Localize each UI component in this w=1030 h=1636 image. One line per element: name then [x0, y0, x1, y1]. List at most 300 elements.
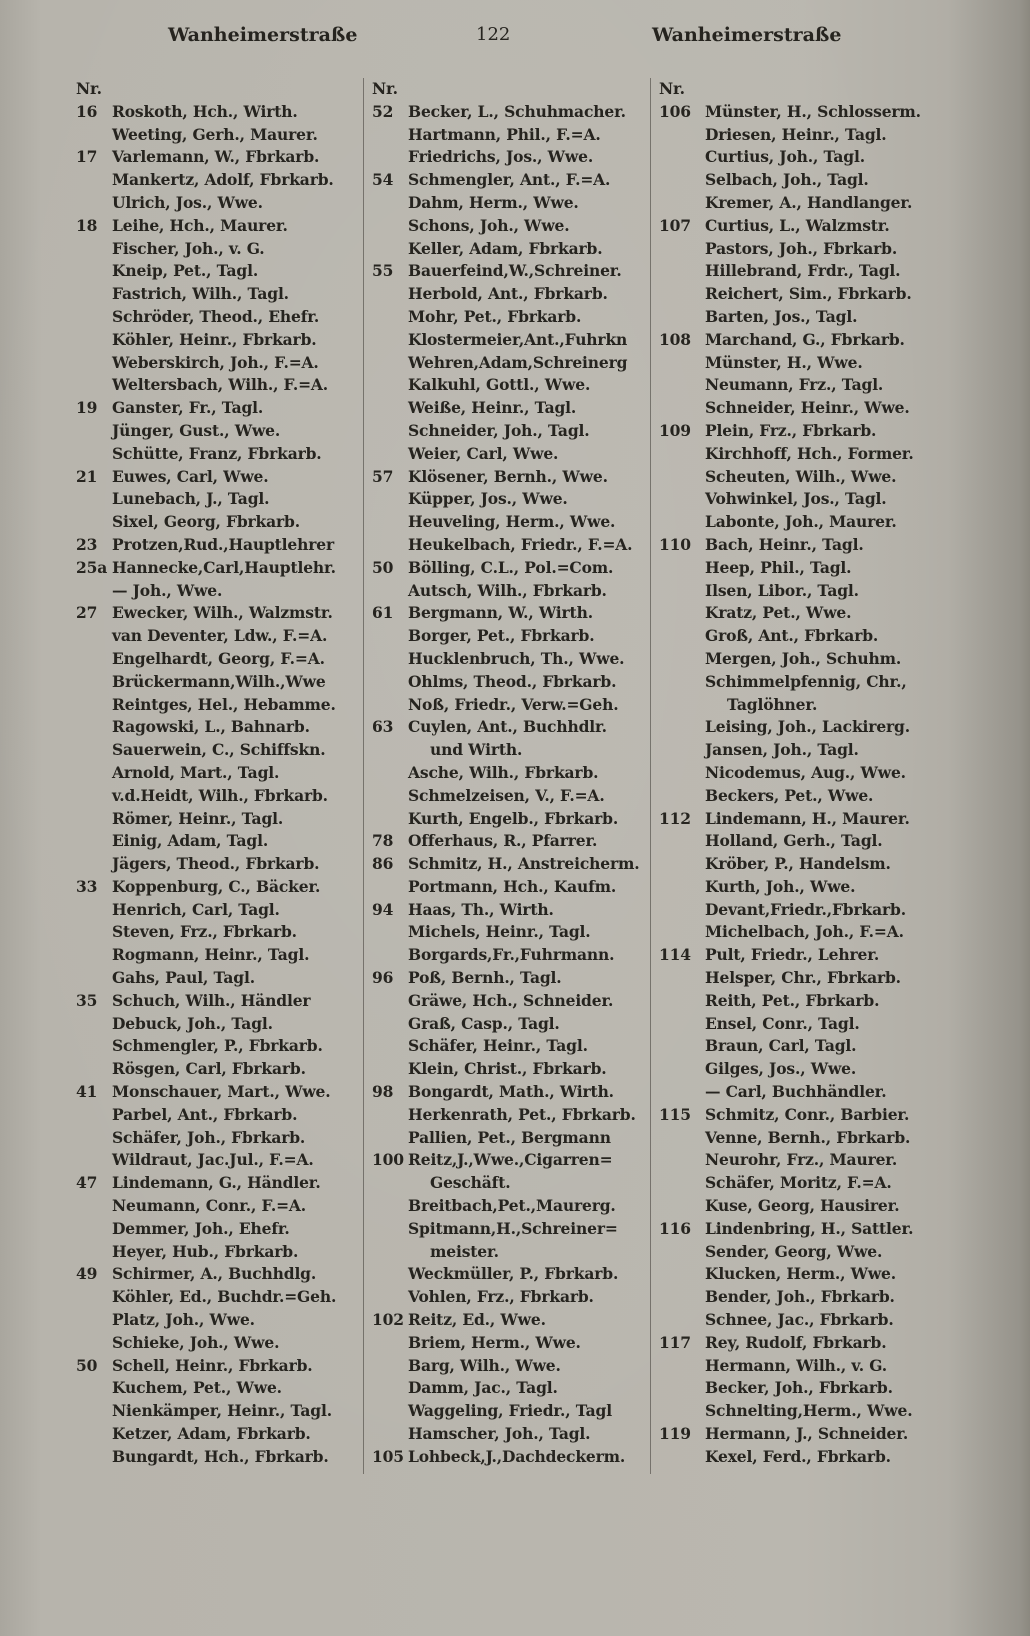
resident-line: Curtius, L., Walzmstr.: [705, 215, 890, 235]
resident-line: Herbold, Ant., Fbrkarb.: [408, 284, 608, 304]
resident-line: Hucklenbruch, Th., Wwe.: [408, 648, 625, 668]
house-entry: [76, 1263, 363, 1354]
resident-line: Cuylen, Ant., Buchhdlr.: [408, 717, 607, 737]
house-entry: [659, 1104, 945, 1218]
nr-column-label: Nr.: [372, 79, 398, 98]
resident-line-continuation: meister.: [430, 1241, 499, 1261]
house-entry: [76, 1172, 363, 1263]
resident-line: Schneider, Joh., Tagl.: [408, 420, 590, 440]
page-number: 122: [476, 24, 511, 45]
house-number: 117: [659, 1332, 691, 1352]
resident-line: Sixel, Georg, Fbrkarb.: [112, 512, 300, 532]
resident-line: Briem, Herm., Wwe.: [408, 1332, 581, 1352]
resident-line: van Deventer, Ldw., F.=A.: [112, 626, 328, 646]
resident-line: Driesen, Heinr., Tagl.: [705, 124, 887, 144]
resident-lines: [705, 1104, 945, 1218]
resident-line: Klucken, Herm., Wwe.: [705, 1264, 896, 1284]
resident-line: Demmer, Joh., Ehefr.: [112, 1218, 290, 1238]
house-entry: [659, 1332, 945, 1423]
house-entry: [372, 899, 650, 967]
resident-line: Asche, Wilh., Fbrkarb.: [408, 762, 599, 782]
house-entry: [372, 1446, 650, 1469]
house-number: 50: [76, 1355, 98, 1375]
resident-line: Leising, Joh., Lackirerg.: [705, 717, 910, 737]
resident-lines: [408, 1081, 650, 1149]
house-number: 54: [372, 170, 394, 190]
resident-line: Schäfer, Joh., Fbrkarb.: [112, 1127, 306, 1147]
resident-line: Klein, Christ., Fbrkarb.: [408, 1059, 607, 1079]
resident-line: Klösener, Bernh., Wwe.: [408, 466, 608, 486]
house-entry: [372, 853, 650, 899]
resident-lines: [408, 557, 650, 603]
resident-line: Pastors, Joh., Fbrkarb.: [705, 238, 898, 258]
resident-line: Rösgen, Carl, Fbrkarb.: [112, 1059, 306, 1079]
resident-line: Köhler, Heinr., Fbrkarb.: [112, 329, 317, 349]
resident-line: Engelhardt, Georg, F.=A.: [112, 648, 325, 668]
house-entry: [76, 1355, 363, 1469]
nr-column-label: Nr.: [659, 79, 685, 98]
resident-line: Einig, Adam, Tagl.: [112, 831, 269, 851]
street-header-right: Wanheimerstraße: [652, 24, 842, 46]
house-entry: [372, 260, 650, 465]
resident-lines: [112, 876, 363, 990]
house-entry: [372, 602, 650, 716]
resident-line: Münster, H., Wwe.: [705, 352, 863, 372]
resident-lines: [705, 1423, 945, 1469]
resident-line: Bongardt, Math., Wirth.: [408, 1082, 614, 1102]
resident-line: Waggeling, Friedr., Tagl: [408, 1401, 612, 1421]
resident-line: Lindenbring, H., Sattler.: [705, 1218, 914, 1238]
house-number: 23: [76, 534, 98, 554]
resident-line: Bergmann, W., Wirth.: [408, 603, 593, 623]
house-entry: [76, 876, 363, 990]
resident-line: Hillebrand, Frdr., Tagl.: [705, 261, 901, 281]
resident-line: Michels, Heinr., Tagl.: [408, 922, 591, 942]
house-number: 96: [372, 968, 394, 988]
resident-line: Haas, Th., Wirth.: [408, 899, 554, 919]
house-number: 86: [372, 854, 394, 874]
house-number: 50: [372, 557, 394, 577]
street-header-left: Wanheimerstraße: [168, 24, 358, 46]
house-number: 17: [76, 147, 98, 167]
resident-line: Ilsen, Libor., Tagl.: [705, 580, 859, 600]
resident-line: Becker, L., Schuhmacher.: [408, 101, 626, 121]
house-entry: [659, 420, 945, 534]
resident-line: Holland, Gerh., Tagl.: [705, 831, 883, 851]
resident-line: Wehren,Adam,Schreinerg: [408, 352, 628, 372]
resident-line: Poß, Bernh., Tagl.: [408, 968, 562, 988]
house-number: 25a: [76, 557, 108, 577]
resident-line: Ewecker, Wilh., Walzmstr.: [112, 603, 333, 623]
house-number: 19: [76, 398, 98, 418]
resident-line: Friedrichs, Jos., Wwe.: [408, 147, 594, 167]
resident-line: Venne, Bernh., Fbrkarb.: [705, 1127, 911, 1147]
resident-lines: [705, 101, 945, 215]
resident-lines: [705, 808, 945, 945]
resident-line: Schütte, Franz, Fbrkarb.: [112, 443, 322, 463]
house-number: 109: [659, 420, 691, 440]
resident-line: Nienkämper, Heinr., Tagl.: [112, 1401, 332, 1421]
house-number: 33: [76, 876, 98, 896]
resident-line: Offerhaus, R., Pfarrer.: [408, 831, 598, 851]
resident-line: Fastrich, Wilh., Tagl.: [112, 284, 289, 304]
resident-line: Schimmelpfennig, Chr.,: [705, 671, 907, 691]
house-entry: [76, 534, 363, 557]
resident-line: Schell, Heinr., Fbrkarb.: [112, 1355, 313, 1375]
resident-line: Jünger, Gust., Wwe.: [112, 420, 281, 440]
resident-line: Köhler, Ed., Buchdr.=Geh.: [112, 1287, 337, 1307]
resident-line: Becker, Joh., Fbrkarb.: [705, 1378, 893, 1398]
resident-line: Sauerwein, C., Schiffskn.: [112, 740, 326, 760]
resident-line: Keller, Adam, Fbrkarb.: [408, 238, 603, 258]
house-entry: [76, 557, 363, 603]
house-number: 55: [372, 261, 394, 281]
resident-line: Scheuten, Wilh., Wwe.: [705, 466, 897, 486]
house-entry: [659, 1423, 945, 1469]
house-entry: [76, 1081, 363, 1172]
resident-line: Weiße, Heinr., Tagl.: [408, 398, 577, 418]
resident-line: Lindemann, G., Händler.: [112, 1173, 321, 1193]
resident-line: Heep, Phil., Tagl.: [705, 557, 852, 577]
resident-lines: [408, 716, 650, 830]
resident-line: Borger, Pet., Fbrkarb.: [408, 626, 595, 646]
resident-lines: [112, 397, 363, 465]
resident-line: Noß, Friedr., Verw.=Geh.: [408, 694, 619, 714]
resident-line: Schmengler, Ant., F.=A.: [408, 170, 611, 190]
resident-line: Vohwinkel, Jos., Tagl.: [705, 489, 887, 509]
resident-line: Münster, H., Schlosserm.: [705, 101, 921, 121]
house-number: 119: [659, 1424, 691, 1444]
resident-line: Reith, Pet., Fbrkarb.: [705, 990, 880, 1010]
resident-lines: [705, 1332, 945, 1423]
house-number: 115: [659, 1104, 691, 1124]
resident-line: Roskoth, Hch., Wirth.: [112, 101, 298, 121]
resident-lines: [112, 1355, 363, 1469]
resident-line: Breitbach,Pet.,Maurerg.: [408, 1196, 616, 1216]
resident-lines: [112, 466, 363, 534]
resident-line: Ulrich, Jos., Wwe.: [112, 192, 263, 212]
house-number: 102: [372, 1310, 404, 1330]
resident-line: Autsch, Wilh., Fbrkarb.: [408, 580, 607, 600]
resident-line: Mergen, Joh., Schuhm.: [705, 648, 902, 668]
resident-lines: [705, 329, 945, 420]
house-number: 105: [372, 1446, 404, 1466]
resident-line: Gahs, Paul, Tagl.: [112, 968, 255, 988]
resident-line: Weberskirch, Joh., F.=A.: [112, 352, 319, 372]
resident-line: Hermann, J., Schneider.: [705, 1424, 909, 1444]
house-number: 114: [659, 945, 691, 965]
house-number: 94: [372, 899, 394, 919]
resident-line: Sender, Georg, Wwe.: [705, 1241, 883, 1261]
resident-line: Curtius, Joh., Tagl.: [705, 147, 865, 167]
resident-line: Jansen, Joh., Tagl.: [705, 740, 859, 760]
house-number: 63: [372, 717, 394, 737]
resident-line: Reitz,J.,Wwe.,Cigarren=: [408, 1150, 613, 1170]
house-entry: [659, 329, 945, 420]
resident-line: Kexel, Ferd., Fbrkarb.: [705, 1446, 891, 1466]
resident-line: Weeting, Gerh., Maurer.: [112, 124, 318, 144]
directory-columns: [70, 78, 945, 1474]
resident-line: Varlemann, W., Fbrkarb.: [112, 147, 320, 167]
house-number: 16: [76, 101, 98, 121]
resident-line: v.d.Heidt, Wilh., Fbrkarb.: [112, 785, 328, 805]
resident-line: Schnelting,Herm., Wwe.: [705, 1401, 913, 1421]
resident-line: Selbach, Joh., Tagl.: [705, 170, 869, 190]
resident-line: Plein, Frz., Fbrkarb.: [705, 420, 877, 440]
resident-line: Platz, Joh., Wwe.: [112, 1310, 255, 1330]
house-number: 57: [372, 466, 394, 486]
house-number: 52: [372, 101, 394, 121]
resident-line: Mankertz, Adolf, Fbrkarb.: [112, 170, 334, 190]
resident-lines: [705, 215, 945, 329]
resident-lines: [408, 967, 650, 1081]
nr-column-label: Nr.: [76, 79, 102, 98]
resident-line: Michelbach, Joh., F.=A.: [705, 922, 904, 942]
resident-lines: [112, 146, 363, 214]
house-entry: [659, 808, 945, 945]
resident-line: Devant,Friedr.,Fbrkarb.: [705, 899, 906, 919]
resident-line: Kirchhoff, Hch., Former.: [705, 443, 914, 463]
resident-line: Schmengler, P., Fbrkarb.: [112, 1036, 323, 1056]
house-entry: [76, 602, 363, 876]
resident-line: — Carl, Buchhändler.: [705, 1082, 887, 1102]
resident-line: Marchand, G., Fbrkarb.: [705, 329, 905, 349]
resident-line: Schmelzeisen, V., F.=A.: [408, 785, 605, 805]
house-entry: [659, 1218, 945, 1332]
resident-lines: [408, 101, 650, 169]
directory-column-1: [70, 78, 363, 1474]
resident-line: Protzen,Rud.,Hauptlehrer: [112, 534, 334, 554]
resident-line: — Joh., Wwe.: [112, 580, 223, 600]
resident-lines: [112, 557, 363, 603]
resident-line: Schmitz, Conr., Barbier.: [705, 1104, 910, 1124]
resident-line: Heukelbach, Friedr., F.=A.: [408, 534, 633, 554]
resident-line: Weier, Carl, Wwe.: [408, 443, 559, 463]
resident-line: Reitz, Ed., Wwe.: [408, 1310, 546, 1330]
resident-line: Reichert, Sim., Fbrkarb.: [705, 284, 912, 304]
resident-line: Hartmann, Phil., F.=A.: [408, 124, 601, 144]
house-number: 35: [76, 990, 98, 1010]
resident-line: Barg, Wilh., Wwe.: [408, 1355, 561, 1375]
resident-line: Gräwe, Hch., Schneider.: [408, 990, 614, 1010]
resident-lines: [705, 1218, 945, 1332]
resident-line: Barten, Jos., Tagl.: [705, 306, 858, 326]
resident-line: Kneip, Pet., Tagl.: [112, 261, 259, 281]
resident-line: Lindemann, H., Maurer.: [705, 808, 910, 828]
resident-line: Braun, Carl, Tagl.: [705, 1036, 857, 1056]
house-entry: [372, 1309, 650, 1446]
resident-lines: [112, 602, 363, 876]
resident-line: Kuchem, Pet., Wwe.: [112, 1378, 282, 1398]
house-entry: [76, 990, 363, 1081]
resident-lines: [408, 853, 650, 899]
resident-lines: [112, 534, 363, 557]
resident-lines: [705, 420, 945, 534]
resident-line: Schirmer, A., Buchhdlg.: [112, 1264, 317, 1284]
resident-line: Steven, Frz., Fbrkarb.: [112, 922, 297, 942]
resident-line: Jägers, Theod., Fbrkarb.: [112, 854, 320, 874]
resident-line: Beckers, Pet., Wwe.: [705, 785, 874, 805]
resident-line: Rogmann, Heinr., Tagl.: [112, 945, 310, 965]
resident-line-continuation: Geschäft.: [430, 1173, 511, 1193]
house-entry: [659, 215, 945, 329]
resident-lines: [112, 1263, 363, 1354]
resident-lines: [112, 215, 363, 397]
house-number: 27: [76, 603, 98, 623]
resident-line: Helsper, Chr., Fbrkarb.: [705, 968, 901, 988]
resident-lines: [408, 830, 650, 853]
resident-line: Pult, Friedr., Lehrer.: [705, 945, 880, 965]
house-entry: [76, 215, 363, 397]
resident-line: Dahm, Herm., Wwe.: [408, 192, 579, 212]
house-number: 21: [76, 466, 98, 486]
house-entry: [372, 557, 650, 603]
house-entry: [659, 534, 945, 808]
resident-line: Hannecke,Carl,Hauptlehr.: [112, 557, 336, 577]
resident-line: Schmitz, H., Anstreicherm.: [408, 854, 640, 874]
resident-lines: [408, 899, 650, 967]
resident-lines: [408, 260, 650, 465]
resident-line: Kröber, P., Handelsm.: [705, 854, 891, 874]
resident-line: Bölling, C.L., Pol.=Com.: [408, 557, 614, 577]
house-number: 41: [76, 1082, 98, 1102]
resident-line-continuation: und Wirth.: [430, 740, 523, 760]
resident-lines: [408, 1149, 650, 1309]
house-number: 112: [659, 808, 691, 828]
resident-lines: [408, 466, 650, 557]
resident-line: Vohlen, Frz., Fbrkarb.: [408, 1287, 594, 1307]
resident-line: Reintges, Hel., Hebamme.: [112, 694, 336, 714]
resident-line: Fischer, Joh., v. G.: [112, 238, 265, 258]
resident-line: Klostermeier,Ant.,Fuhrkn: [408, 329, 628, 349]
resident-line: Pallien, Pet., Bergmann: [408, 1127, 611, 1147]
house-number: 47: [76, 1173, 98, 1193]
resident-line: Groß, Ant., Fbrkarb.: [705, 626, 879, 646]
house-entry: [372, 101, 650, 169]
house-number: 18: [76, 215, 98, 235]
resident-lines: [705, 534, 945, 808]
house-number: 78: [372, 831, 394, 851]
resident-line: Schäfer, Moritz, F.=A.: [705, 1173, 892, 1193]
resident-line: Nicodemus, Aug., Wwe.: [705, 762, 906, 782]
resident-lines: [408, 1446, 650, 1469]
resident-line: Koppenburg, C., Bäcker.: [112, 876, 321, 896]
directory-column-2: [363, 78, 650, 1474]
resident-line: Lohbeck,J.,Dachdeckerm.: [408, 1446, 626, 1466]
resident-line: Damm, Jac., Tagl.: [408, 1378, 558, 1398]
resident-line: Graß, Casp., Tagl.: [408, 1013, 560, 1033]
resident-line: Borgards,Fr.,Fuhrmann.: [408, 945, 615, 965]
resident-line: Leihe, Hch., Maurer.: [112, 215, 288, 235]
resident-line: Schäfer, Heinr., Tagl.: [408, 1036, 588, 1056]
resident-line: Kratz, Pet., Wwe.: [705, 603, 852, 623]
house-entry: [372, 967, 650, 1081]
resident-line: Labonte, Joh., Maurer.: [705, 512, 897, 532]
resident-line: Römer, Heinr., Tagl.: [112, 808, 284, 828]
house-entry: [372, 716, 650, 830]
resident-line: Ketzer, Adam, Fbrkarb.: [112, 1424, 311, 1444]
resident-line: Ohlms, Theod., Fbrkarb.: [408, 671, 617, 691]
resident-line: Küpper, Jos., Wwe.: [408, 489, 568, 509]
house-entry: [372, 1081, 650, 1149]
house-number: 116: [659, 1218, 691, 1238]
resident-line: Bungardt, Hch., Fbrkarb.: [112, 1446, 329, 1466]
resident-line: Lunebach, J., Tagl.: [112, 489, 270, 509]
resident-lines: [112, 990, 363, 1081]
resident-line: Schnee, Jac., Fbrkarb.: [705, 1310, 894, 1330]
resident-line: Kremer, A., Handlanger.: [705, 192, 913, 212]
house-number: 110: [659, 534, 691, 554]
resident-line: Schieke, Joh., Wwe.: [112, 1332, 280, 1352]
resident-lines: [408, 1309, 650, 1446]
resident-line: Wildraut, Jac.Jul., F.=A.: [112, 1150, 314, 1170]
house-entry: [659, 944, 945, 1104]
resident-line-continuation: Taglöhner.: [727, 694, 818, 714]
house-number: 100: [372, 1150, 404, 1170]
resident-line: Neurohr, Frz., Maurer.: [705, 1150, 898, 1170]
house-entry: [372, 1149, 650, 1309]
resident-line: Hamscher, Joh., Tagl.: [408, 1424, 591, 1444]
resident-line: Herkenrath, Pet., Fbrkarb.: [408, 1104, 636, 1124]
directory-column-3: [650, 78, 945, 1474]
house-entry: [76, 101, 363, 147]
resident-line: Neumann, Frz., Tagl.: [705, 375, 884, 395]
house-number: 98: [372, 1082, 394, 1102]
resident-line: Monschauer, Mart., Wwe.: [112, 1082, 331, 1102]
resident-line: Parbel, Ant., Fbrkarb.: [112, 1104, 298, 1124]
house-entry: [659, 101, 945, 215]
resident-line: Kalkuhl, Gottl., Wwe.: [408, 375, 591, 395]
resident-line: Debuck, Joh., Tagl.: [112, 1013, 273, 1033]
house-entry: [76, 466, 363, 534]
house-entry: [372, 169, 650, 260]
resident-line: Kurth, Joh., Wwe.: [705, 876, 856, 896]
resident-line: Ensel, Conr., Tagl.: [705, 1013, 860, 1033]
resident-lines: [408, 169, 650, 260]
resident-line: Ragowski, L., Bahnarb.: [112, 717, 310, 737]
resident-line: Bender, Joh., Fbrkarb.: [705, 1287, 895, 1307]
house-number: 106: [659, 101, 691, 121]
resident-line: Spitmann,H.,Schreiner=: [408, 1218, 618, 1238]
resident-line: Rey, Rudolf, Fbrkarb.: [705, 1332, 887, 1352]
resident-line: Mohr, Pet., Fbrkarb.: [408, 306, 582, 326]
resident-lines: [705, 944, 945, 1104]
house-number: 107: [659, 215, 691, 235]
house-entry: [76, 397, 363, 465]
resident-line: Heyer, Hub., Fbrkarb.: [112, 1241, 299, 1261]
house-number: 61: [372, 603, 394, 623]
resident-lines: [112, 1172, 363, 1263]
resident-line: Schuch, Wilh., Händler: [112, 990, 311, 1010]
resident-line: Bach, Heinr., Tagl.: [705, 534, 864, 554]
resident-line: Arnold, Mart., Tagl.: [112, 762, 280, 782]
house-entry: [372, 830, 650, 853]
resident-line: Hermann, Wilh., v. G.: [705, 1355, 887, 1375]
resident-line: Weckmüller, P., Fbrkarb.: [408, 1264, 619, 1284]
house-entry: [76, 146, 363, 214]
resident-line: Portmann, Hch., Kaufm.: [408, 876, 617, 896]
resident-line: Schneider, Heinr., Wwe.: [705, 398, 910, 418]
house-number: 49: [76, 1264, 98, 1284]
resident-line: Kuse, Georg, Hausirer.: [705, 1196, 900, 1216]
resident-line: Brückermann,Wilh.,Wwe: [112, 671, 326, 691]
resident-lines: [112, 101, 363, 147]
resident-line: Henrich, Carl, Tagl.: [112, 899, 280, 919]
page-header: [0, 24, 1030, 58]
resident-line: Euwes, Carl, Wwe.: [112, 466, 269, 486]
resident-line: Ganster, Fr., Tagl.: [112, 398, 264, 418]
house-number: 108: [659, 329, 691, 349]
